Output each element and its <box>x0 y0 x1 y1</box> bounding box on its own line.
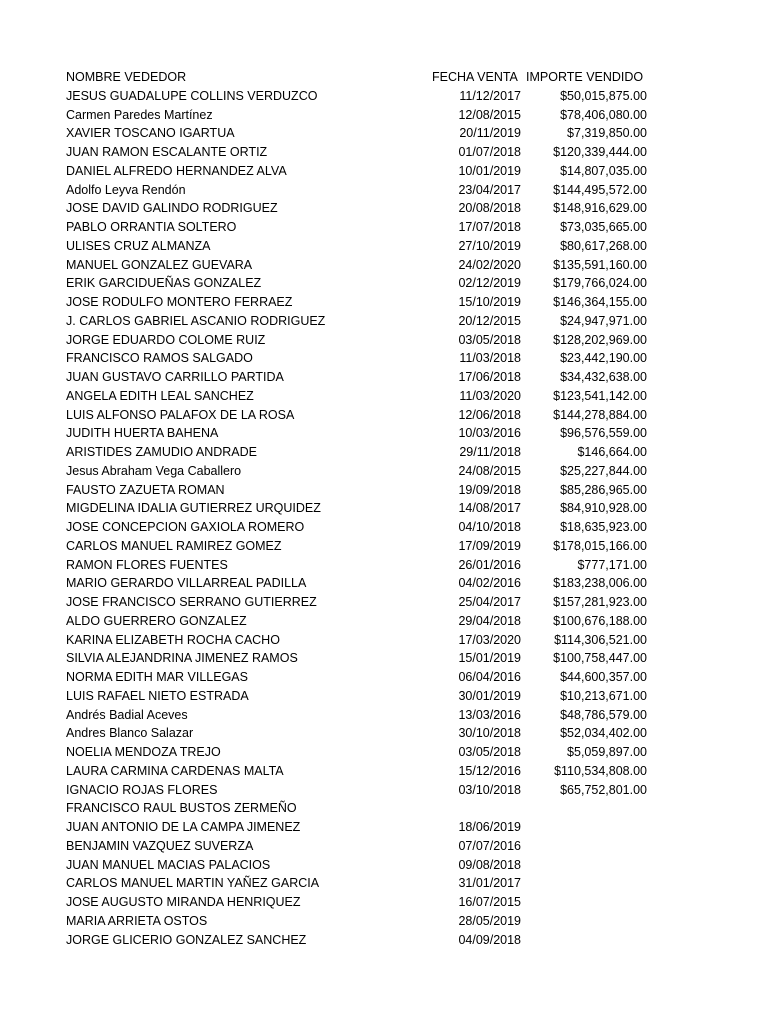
sale-date-cell: 03/05/2018 <box>458 745 521 759</box>
table-row <box>0 874 768 893</box>
sale-date-cell: 11/12/2017 <box>459 88 521 103</box>
sale-date-cell: 29/11/2018 <box>459 445 521 459</box>
seller-name-cell: LUIS ALFONSO PALAFOX DE LA ROSA <box>66 407 295 422</box>
sales-table <box>0 68 768 949</box>
table-row <box>0 518 768 537</box>
seller-name-cell: LAURA CARMINA CARDENAS MALTA <box>66 763 284 778</box>
seller-name-cell: ARISTIDES ZAMUDIO ANDRADE <box>66 445 257 459</box>
sale-date-cell: 04/02/2016 <box>458 576 521 591</box>
amount-sold-cell: $18,635,923.00 <box>560 520 647 534</box>
seller-name-cell: RAMON FLORES FUENTES <box>66 557 228 572</box>
seller-name-cell: JORGE EDUARDO COLOME RUIZ <box>66 332 266 347</box>
seller-name-cell: JUAN GUSTAVO CARRILLO PARTIDA <box>66 370 284 384</box>
amount-sold-cell: $73,035,665.00 <box>560 220 647 234</box>
amount-sold-cell: $144,495,572.00 <box>553 182 647 197</box>
sale-date-cell: 18/06/2019 <box>458 820 521 834</box>
amount-sold-cell: $157,281,923.00 <box>553 595 647 609</box>
amount-sold-cell: $96,576,559.00 <box>560 426 647 441</box>
sale-date-cell: 19/09/2018 <box>458 482 521 497</box>
seller-name-cell: MARIO GERARDO VILLARREAL PADILLA <box>66 576 307 591</box>
table-row <box>0 781 768 800</box>
table-row <box>0 312 768 331</box>
seller-name-cell: ULISES CRUZ ALMANZA <box>66 238 211 253</box>
sale-date-cell: 16/07/2015 <box>458 895 521 909</box>
amount-sold-cell: $777,171.00 <box>577 557 647 572</box>
amount-sold-cell: $179,766,024.00 <box>553 276 647 291</box>
seller-name-cell: JUDITH HUERTA BAHENA <box>66 426 219 441</box>
sale-date-cell: 17/03/2020 <box>458 632 521 647</box>
amount-sold-cell: $34,432,638.00 <box>560 370 647 384</box>
amount-sold-cell: $23,442,190.00 <box>560 351 647 366</box>
table-row <box>0 349 768 368</box>
table-row <box>0 424 768 443</box>
amount-sold-cell: $114,306,521.00 <box>554 632 647 647</box>
amount-sold-cell: $44,600,357.00 <box>560 670 647 684</box>
table-row <box>0 593 768 612</box>
table-row <box>0 443 768 462</box>
amount-sold-cell: $48,786,579.00 <box>560 707 647 722</box>
amount-sold-cell: $65,752,801.00 <box>560 782 647 797</box>
table-row <box>0 762 768 781</box>
sale-date-cell: 30/01/2019 <box>458 688 521 703</box>
seller-name-cell: LUIS RAFAEL NIETO ESTRADA <box>66 688 249 703</box>
amount-sold-cell: $78,406,080.00 <box>560 107 647 122</box>
table-row <box>0 743 768 762</box>
table-row <box>0 124 768 143</box>
seller-name-cell: CARLOS MANUEL RAMIREZ GOMEZ <box>66 538 282 553</box>
seller-name-cell: SILVIA ALEJANDRINA JIMENEZ RAMOS <box>66 651 298 666</box>
amount-sold-cell: $50,015,875.00 <box>560 88 647 103</box>
amount-sold-cell: $146,364,155.00 <box>553 295 647 309</box>
amount-sold-cell: $52,034,402.00 <box>560 726 647 741</box>
seller-name-cell: FRANCISCO RAMOS SALGADO <box>66 351 253 366</box>
amount-sold-cell: $25,227,844.00 <box>560 463 647 478</box>
header-date: FECHA VENTA <box>432 70 518 84</box>
seller-name-cell: JOSE DAVID GALINDO RODRIGUEZ <box>66 201 278 216</box>
seller-name-cell: JORGE GLICERIO GONZALEZ SANCHEZ <box>66 932 307 947</box>
header-amount: IMPORTE VENDIDO <box>526 70 644 84</box>
seller-name-cell: NORMA EDITH MAR VILLEGAS <box>66 670 248 684</box>
amount-sold-cell: $5,059,897.00 <box>567 745 647 759</box>
seller-name-cell: FRANCISCO RAUL BUSTOS ZERMEÑO <box>66 801 297 816</box>
table-row <box>0 574 768 593</box>
amount-sold-cell: $10,213,671.00 <box>560 688 647 703</box>
table-row <box>0 162 768 181</box>
table-row <box>0 556 768 575</box>
seller-name-cell: Jesus Abraham Vega Caballero <box>66 463 242 478</box>
sale-date-cell: 26/01/2016 <box>458 557 521 572</box>
table-row <box>0 406 768 425</box>
sale-date-cell: 09/08/2018 <box>458 857 521 872</box>
amount-sold-cell: $144,278,884.00 <box>553 407 647 422</box>
table-row <box>0 856 768 875</box>
sale-date-cell: 15/10/2019 <box>458 295 521 309</box>
seller-name-cell: ERIK GARCIDUEÑAS GONZALEZ <box>66 276 262 291</box>
seller-name-cell: JUAN MANUEL MACIAS PALACIOS <box>66 857 271 872</box>
amount-sold-cell: $80,617,268.00 <box>560 238 647 253</box>
table-row <box>0 87 768 106</box>
sale-date-cell: 24/02/2020 <box>458 257 521 272</box>
seller-name-cell: IGNACIO ROJAS FLORES <box>66 782 218 797</box>
table-row <box>0 724 768 743</box>
seller-name-cell: ALDO GUERRERO GONZALEZ <box>66 613 247 628</box>
sale-date-cell: 28/05/2019 <box>458 913 521 928</box>
sale-date-cell: 29/04/2018 <box>458 613 521 628</box>
sale-date-cell: 31/01/2017 <box>458 876 521 891</box>
seller-name-cell: MIGDELINA IDALIA GUTIERREZ URQUIDEZ <box>66 501 321 516</box>
sale-date-cell: 04/09/2018 <box>458 932 521 947</box>
table-row <box>0 143 768 162</box>
sale-date-cell: 06/04/2016 <box>458 670 521 684</box>
sale-date-cell: 15/12/2016 <box>458 763 521 778</box>
seller-name-cell: Andrés Badial Aceves <box>66 707 188 722</box>
header-name: NOMBRE VEDEDOR <box>66 70 187 84</box>
table-row <box>0 462 768 481</box>
header-row <box>0 68 768 87</box>
sale-date-cell: 27/10/2019 <box>458 238 521 253</box>
amount-sold-cell: $100,676,188.00 <box>553 613 647 628</box>
sale-date-cell: 01/07/2018 <box>458 145 521 159</box>
sale-date-cell: 12/08/2015 <box>458 107 521 122</box>
sale-date-cell: 04/10/2018 <box>458 520 521 534</box>
table-row <box>0 837 768 856</box>
seller-name-cell: MANUEL GONZALEZ GUEVARA <box>66 257 253 272</box>
amount-sold-cell: $123,541,142.00 <box>553 388 647 403</box>
amount-sold-cell: $128,202,969.00 <box>553 332 647 347</box>
seller-name-cell: PABLO ORRANTIA SOLTERO <box>66 220 237 234</box>
seller-name-cell: DANIEL ALFREDO HERNANDEZ ALVA <box>66 163 287 178</box>
seller-name-cell: Carmen Paredes Martínez <box>66 107 213 122</box>
table-row <box>0 293 768 312</box>
sale-date-cell: 20/12/2015 <box>458 313 521 328</box>
seller-name-cell: ANGELA EDITH LEAL SANCHEZ <box>66 388 254 403</box>
table-row <box>0 387 768 406</box>
amount-sold-cell: $178,015,166.00 <box>553 538 647 553</box>
amount-sold-cell: $7,319,850.00 <box>567 126 647 141</box>
seller-name-cell: KARINA ELIZABETH ROCHA CACHO <box>66 632 280 647</box>
table-row <box>0 893 768 912</box>
sale-date-cell: 13/03/2016 <box>458 707 521 722</box>
amount-sold-cell: $120,339,444.00 <box>553 145 647 159</box>
table-row <box>0 106 768 125</box>
seller-name-cell: JOSE FRANCISCO SERRANO GUTIERREZ <box>66 595 317 609</box>
amount-sold-cell: $183,238,006.00 <box>553 576 647 591</box>
table-row <box>0 612 768 631</box>
seller-name-cell: JESUS GUADALUPE COLLINS VERDUZCO <box>66 88 318 103</box>
table-row <box>0 649 768 668</box>
amount-sold-cell: $148,916,629.00 <box>553 201 647 216</box>
amount-sold-cell: $14,807,035.00 <box>560 163 647 178</box>
table-row <box>0 912 768 931</box>
sale-date-cell: 20/11/2019 <box>459 126 521 141</box>
table-row <box>0 181 768 200</box>
sale-date-cell: 17/07/2018 <box>458 220 521 234</box>
seller-name-cell: Andres Blanco Salazar <box>66 726 194 741</box>
amount-sold-cell: $100,758,447.00 <box>553 651 647 666</box>
table-row <box>0 687 768 706</box>
seller-name-cell: BENJAMIN VAZQUEZ SUVERZA <box>66 838 254 853</box>
seller-name-cell: NOELIA MENDOZA TREJO <box>66 745 221 759</box>
seller-name-cell: JUAN ANTONIO DE LA CAMPA JIMENEZ <box>66 820 301 834</box>
sale-date-cell: 17/09/2019 <box>458 538 521 553</box>
sale-date-cell: 11/03/2020 <box>459 388 521 403</box>
table-body <box>0 87 768 950</box>
table-row <box>0 931 768 950</box>
table-row <box>0 199 768 218</box>
table-row <box>0 818 768 837</box>
seller-name-cell: Adolfo Leyva Rendón <box>66 182 186 197</box>
seller-name-cell: JUAN RAMON ESCALANTE ORTIZ <box>66 145 268 159</box>
seller-name-cell: JOSE AUGUSTO MIRANDA HENRIQUEZ <box>66 895 301 909</box>
table-row <box>0 668 768 687</box>
amount-sold-cell: $85,286,965.00 <box>560 482 647 497</box>
amount-sold-cell: $84,910,928.00 <box>560 501 647 516</box>
table-row <box>0 481 768 500</box>
seller-name-cell: MARIA ARRIETA OSTOS <box>66 913 208 928</box>
table-row <box>0 237 768 256</box>
amount-sold-cell: $146,664.00 <box>577 445 647 459</box>
table-row <box>0 537 768 556</box>
sale-date-cell: 24/08/2015 <box>458 463 521 478</box>
sale-date-cell: 03/05/2018 <box>458 332 521 347</box>
table-row <box>0 368 768 387</box>
sale-date-cell: 12/06/2018 <box>458 407 521 422</box>
table-row <box>0 218 768 237</box>
sale-date-cell: 15/01/2019 <box>458 651 521 666</box>
seller-name-cell: XAVIER TOSCANO IGARTUA <box>66 126 235 141</box>
amount-sold-cell: $24,947,971.00 <box>560 313 647 328</box>
sale-date-cell: 07/07/2016 <box>458 838 521 853</box>
table-row <box>0 499 768 518</box>
sale-date-cell: 02/12/2019 <box>458 276 521 291</box>
table-row <box>0 631 768 650</box>
seller-name-cell: FAUSTO ZAZUETA ROMAN <box>66 482 225 497</box>
amount-sold-cell: $135,591,160.00 <box>553 257 647 272</box>
seller-name-cell: J. CARLOS GABRIEL ASCANIO RODRIGUEZ <box>66 313 326 328</box>
sale-date-cell: 17/06/2018 <box>458 370 521 384</box>
table-row <box>0 256 768 275</box>
amount-sold-cell: $110,534,808.00 <box>554 763 647 778</box>
sale-date-cell: 11/03/2018 <box>459 351 521 366</box>
seller-name-cell: JOSE RODULFO MONTERO FERRAEZ <box>66 295 293 309</box>
sale-date-cell: 30/10/2018 <box>458 726 521 741</box>
seller-name-cell: CARLOS MANUEL MARTIN YAÑEZ GARCIA <box>66 876 320 891</box>
table-row <box>0 274 768 293</box>
seller-name-cell: JOSE CONCEPCION GAXIOLA ROMERO <box>66 520 305 534</box>
sale-date-cell: 10/01/2019 <box>458 163 521 178</box>
sale-date-cell: 14/08/2017 <box>458 501 521 516</box>
sale-date-cell: 20/08/2018 <box>458 201 521 216</box>
sale-date-cell: 03/10/2018 <box>458 782 521 797</box>
table-row <box>0 799 768 818</box>
sale-date-cell: 10/03/2016 <box>458 426 521 441</box>
table-row <box>0 331 768 350</box>
sale-date-cell: 23/04/2017 <box>458 182 521 197</box>
sale-date-cell: 25/04/2017 <box>458 595 521 609</box>
table-row <box>0 706 768 725</box>
